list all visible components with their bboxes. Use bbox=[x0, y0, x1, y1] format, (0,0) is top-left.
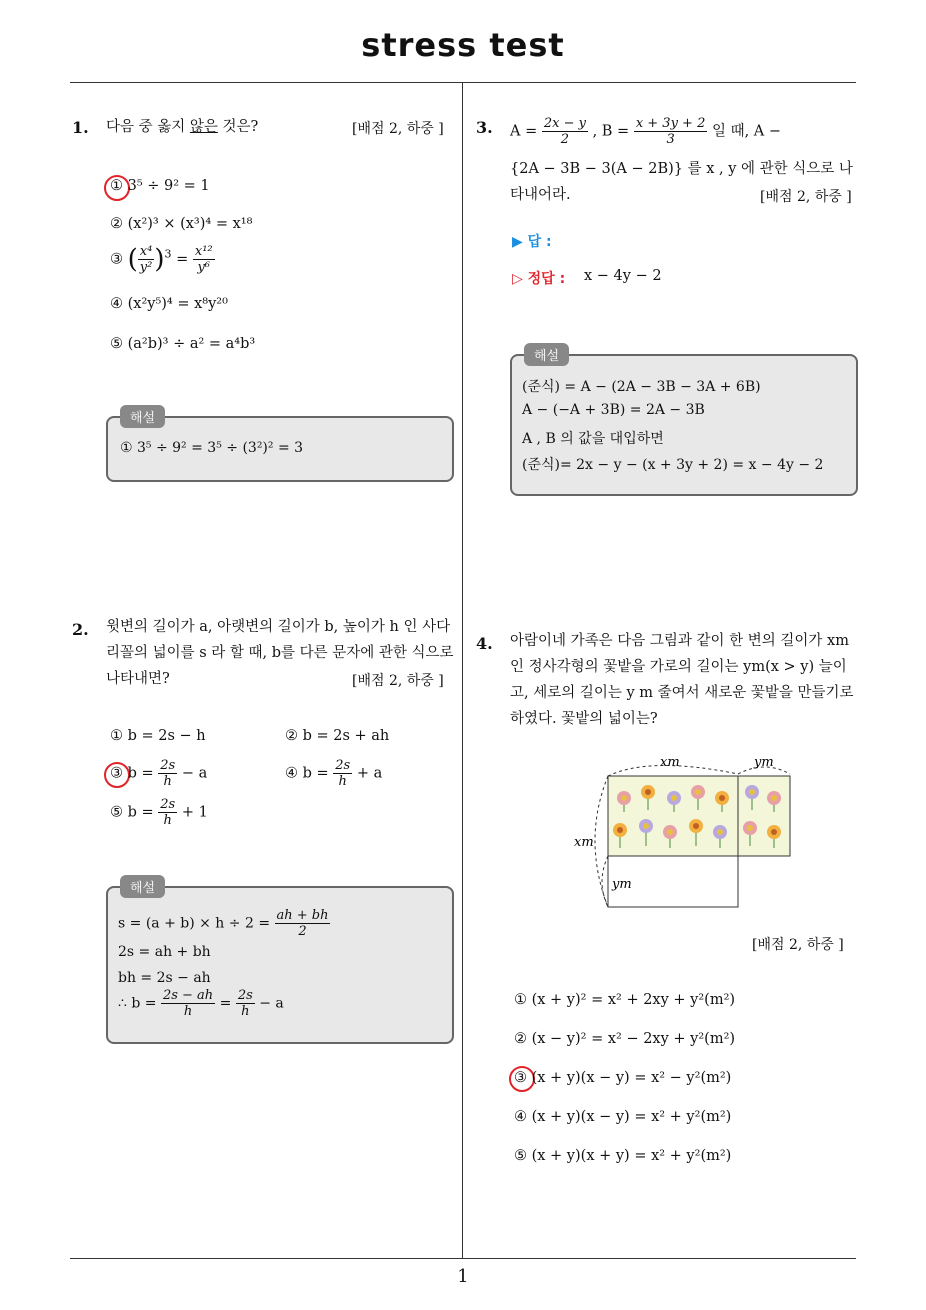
q2-solution-line-4: ∴ b = $\frac{2s - ah}{h}$ = $\frac{2s}{h}$ − a bbox=[118, 988, 284, 1019]
q2-option-5[interactable]: ⑤ b = $\frac{2s}{h}$ + 1 bbox=[110, 797, 208, 828]
q2-solution-line-1: s = (a + b) × h ÷ 2 = $\frac{ah + bh}{2}$ bbox=[118, 908, 329, 939]
q1-option-4[interactable]: ④ (x²y⁵)⁴ = x⁸y²⁰ bbox=[110, 296, 228, 312]
label-xm-top: xm bbox=[660, 755, 680, 770]
q3-line-3: 타내어라. bbox=[510, 187, 571, 203]
q2-line-3: 나타내면? bbox=[106, 671, 170, 687]
q3-correct-label: ▷ 정답 : bbox=[512, 271, 566, 287]
q4-line-1: 아람이네 가족은 다음 그림과 같이 한 변의 길이가 xm bbox=[510, 633, 849, 649]
q2-line-1: 윗변의 길이가 a, 아랫변의 길이가 b, 높이가 h 인 사다 bbox=[106, 619, 451, 635]
q2-solution-line-3: bh = 2s − ah bbox=[118, 970, 211, 986]
q3-solution-tag: 해설 bbox=[524, 343, 569, 366]
q4-option-1[interactable]: ① (x + y)² = x² + 2xy + y²(m²) bbox=[514, 992, 736, 1008]
label-xm-left: xm bbox=[574, 835, 594, 850]
q2-option-4[interactable]: ④ b = $\frac{2s}{h}$ + a bbox=[285, 758, 383, 789]
q4-option-4[interactable]: ④ (x + y)(x − y) = x² + y²(m²) bbox=[514, 1109, 732, 1125]
q2-option-1[interactable]: ① b = 2s − h bbox=[110, 728, 206, 744]
page-title: stress test bbox=[361, 26, 565, 64]
q3-number: 3. bbox=[476, 118, 493, 137]
footer-divider bbox=[70, 1258, 856, 1259]
label-ym-inner: ym bbox=[612, 877, 632, 892]
q3-line-2: {2A − 3B − 3(A − 2B)} 를 x , y 에 관한 식으로 나 bbox=[510, 161, 853, 177]
q4-line-2: 인 정사각형의 꽃밭을 가로의 길이는 ym(x > y) 늘이 bbox=[510, 659, 847, 675]
q4-score: [배점 2, 하중 ] bbox=[752, 937, 844, 953]
q3-solution-line-3: A , B 의 값을 대입하면 bbox=[522, 431, 664, 447]
q3-solution-line-2: A − (−A + 3B) = 2A − 3B bbox=[522, 402, 705, 418]
label-ym-top: ym bbox=[754, 755, 774, 770]
column-divider bbox=[462, 82, 463, 1258]
q2-option-3[interactable]: ③ b = $\frac{2s}{h}$ − a bbox=[110, 758, 208, 789]
q1-text: 다음 중 옳지 않은 것은? bbox=[106, 119, 259, 135]
q2-score: [배점 2, 하중 ] bbox=[352, 673, 444, 689]
q4-line-3: 고, 세로의 길이는 y m 줄여서 새로운 꽃밭을 만들기로 bbox=[510, 685, 854, 701]
q3-solution-line-1: (준식) = A − (2A − 3B − 3A + 6B) bbox=[522, 379, 761, 395]
q4-option-5[interactable]: ⑤ (x + y)(x + y) = x² + y²(m²) bbox=[514, 1148, 732, 1164]
q4-line-4: 하였다. 꽃밭의 넓이는? bbox=[510, 711, 658, 727]
q1-solution-text: ① 3⁵ ÷ 9² = 3⁵ ÷ (3²)² = 3 bbox=[120, 440, 304, 456]
q2-solution-tag: 해설 bbox=[120, 875, 165, 898]
q2-line-2: 리꼴의 넓이를 s 라 할 때, b를 다른 문자에 관한 식으로 bbox=[106, 645, 454, 661]
q1-option-3[interactable]: ③ ( $\frac{\text{x⁴}}{\text{y²}}$ )$^3$ = $\frac{\text{x¹²}}{\text{y⁶}}$ bbox=[110, 244, 213, 275]
q1-option-2[interactable]: ② (x²)³ × (x³)⁴ = x¹⁸ bbox=[110, 216, 253, 232]
q3-line-1: A = $\frac{2x - y}{2}$ , B = $\frac{x + 3y + 2}{3}$ 일 때, A − bbox=[510, 116, 782, 147]
q1-number: 1. bbox=[72, 118, 89, 137]
q4-option-2[interactable]: ② (x − y)² = x² − 2xy + y²(m²) bbox=[514, 1031, 736, 1047]
q4-flower-garden-figure bbox=[570, 750, 810, 920]
q3-solution-box bbox=[510, 354, 858, 496]
inner-y-arc bbox=[602, 856, 608, 907]
q1-option-1[interactable]: ① 3⁵ ÷ 9² = 1 bbox=[110, 178, 210, 194]
q2-solution-box bbox=[106, 886, 454, 1044]
q1-option-5[interactable]: ⑤ (a²b)³ ÷ a² = a⁴b³ bbox=[110, 336, 256, 352]
q3-answer-label: ▶ 답 : bbox=[512, 234, 552, 250]
page-number: 1 bbox=[457, 1266, 469, 1287]
q2-solution-line-2: 2s = ah + bh bbox=[118, 944, 211, 960]
q3-correct-value: x − 4y − 2 bbox=[584, 268, 662, 284]
q3-score: [배점 2, 하중 ] bbox=[760, 189, 852, 205]
q4-number: 4. bbox=[476, 634, 493, 653]
q1-solution-tag: 해설 bbox=[120, 405, 165, 428]
header-divider bbox=[70, 82, 856, 83]
q4-option-3[interactable]: ③ (x + y)(x − y) = x² − y²(m²) bbox=[514, 1070, 732, 1086]
q2-number: 2. bbox=[72, 620, 89, 639]
left-x-arc bbox=[595, 776, 608, 907]
q2-option-2[interactable]: ② b = 2s + ah bbox=[285, 728, 390, 744]
q1-score: [배점 2, 하중 ] bbox=[352, 121, 444, 137]
q3-solution-line-4: (준식)= 2x − y − (x + 3y + 2) = x − 4y − 2 bbox=[522, 457, 824, 473]
